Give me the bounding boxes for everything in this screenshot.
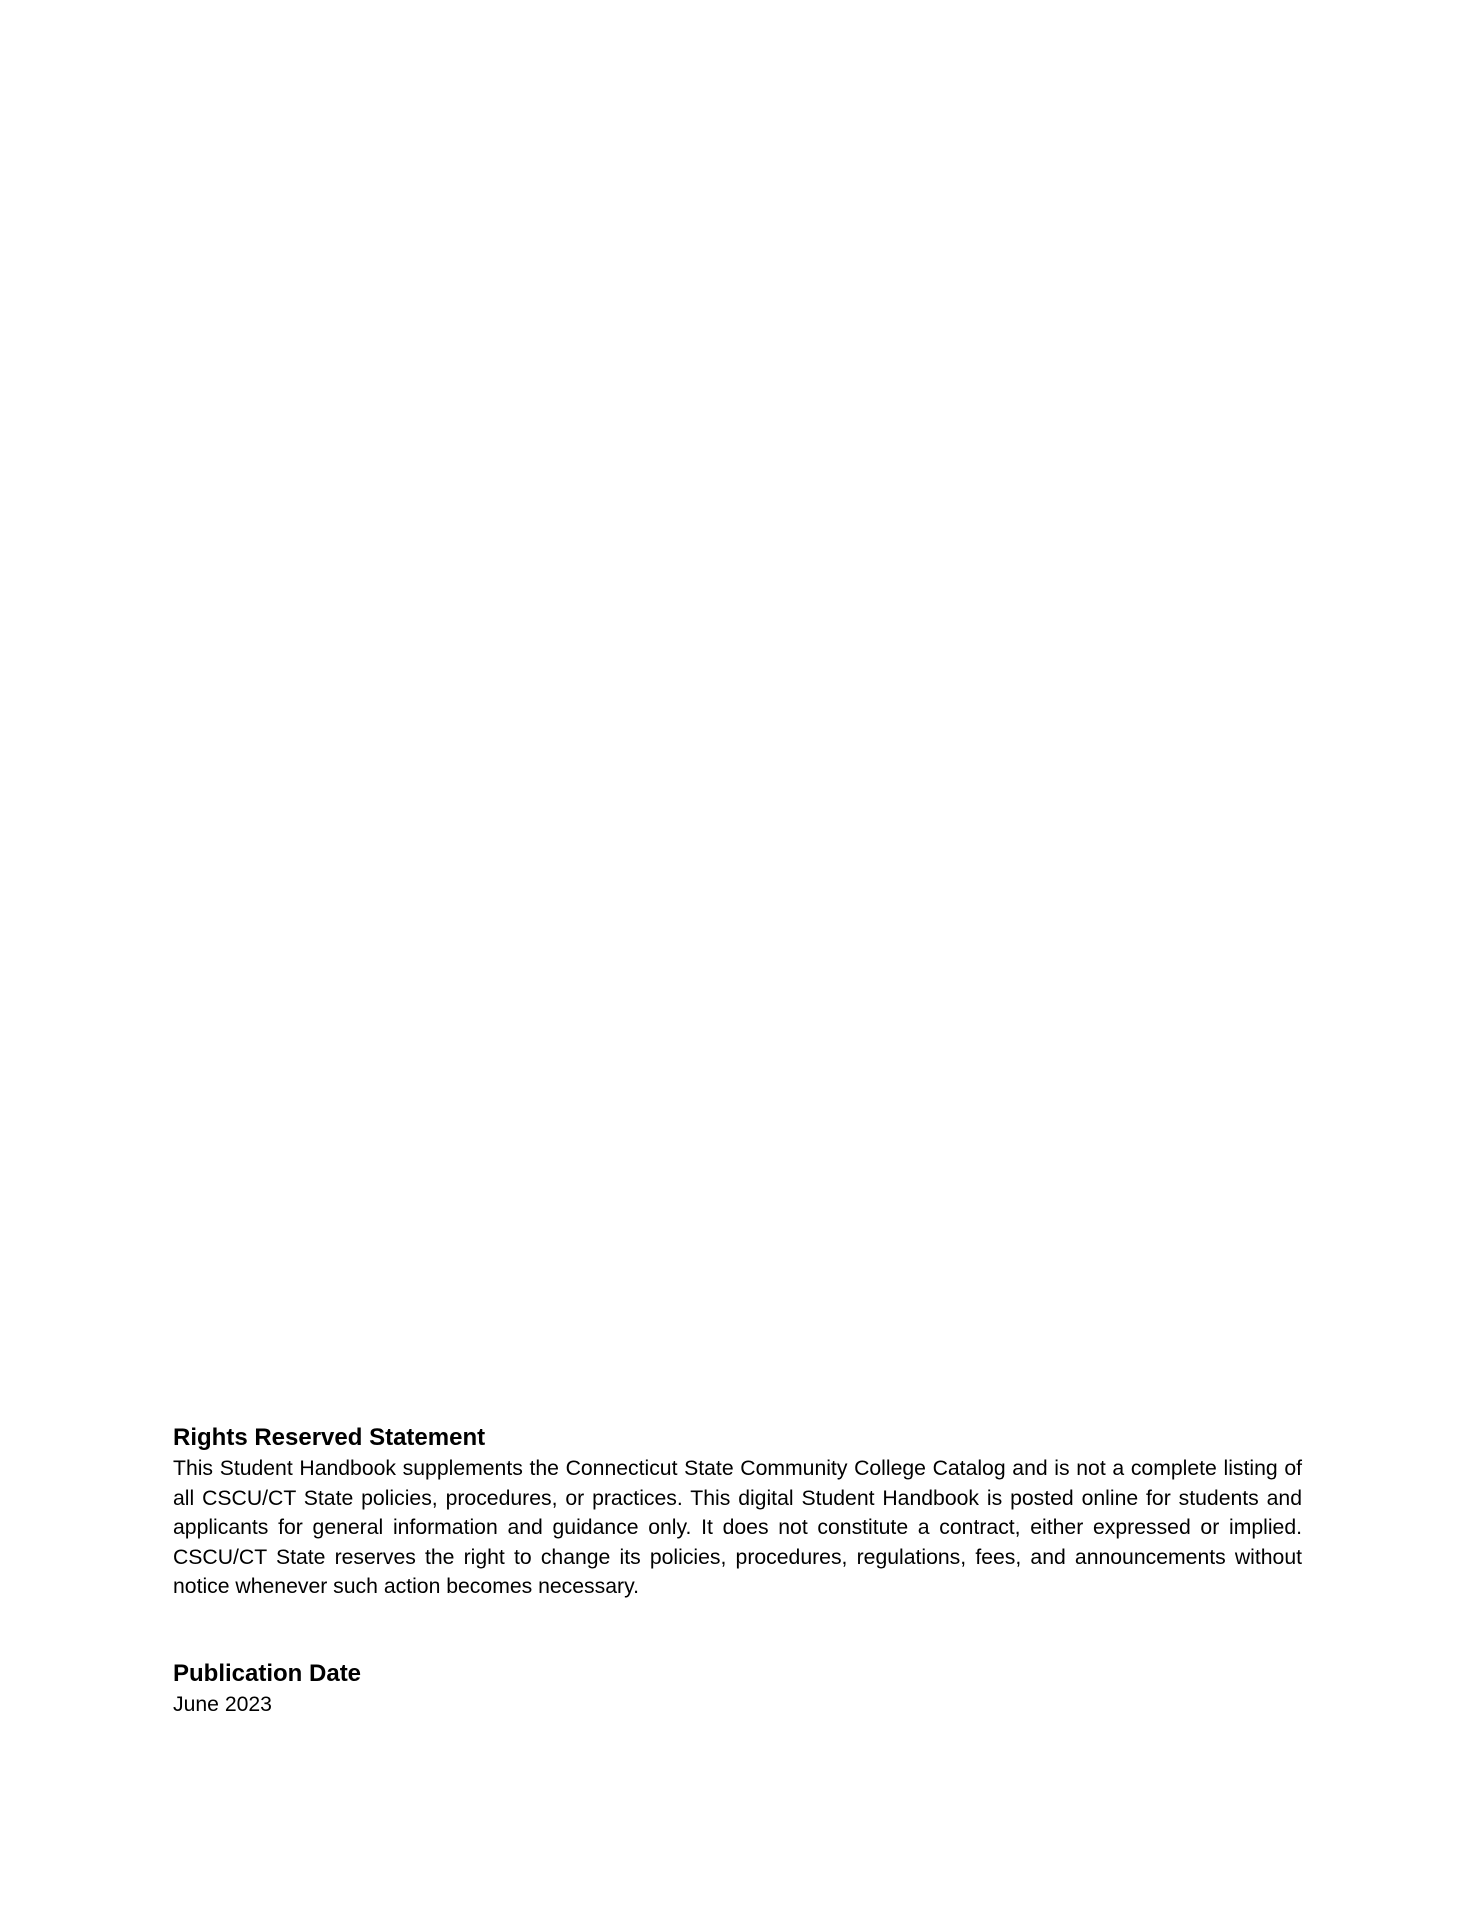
rights-reserved-section <box>173 1422 1302 1602</box>
publication-date-value: June 2023 <box>173 1693 272 1716</box>
rights-reserved-heading: Rights Reserved Statement <box>173 1424 486 1451</box>
publication-date-heading: Publication Date <box>173 1660 362 1687</box>
publication-date-section <box>173 1658 1302 1720</box>
rights-reserved-body: This Student Handbook supplements the Connecticut State Community College Catalog and is not a complete listing of all CSCU/CT State policies, procedures, or practices. This digital Student Handbook is posted online for students and applicants for general information and guidance only. It does not constitute a contract, either expressed or implied. CSCU/CT State reserves the right to change its policies, procedures, regulations, fees, and announcements without notice whenever such action becomes necessary. <box>173 1457 1302 1599</box>
